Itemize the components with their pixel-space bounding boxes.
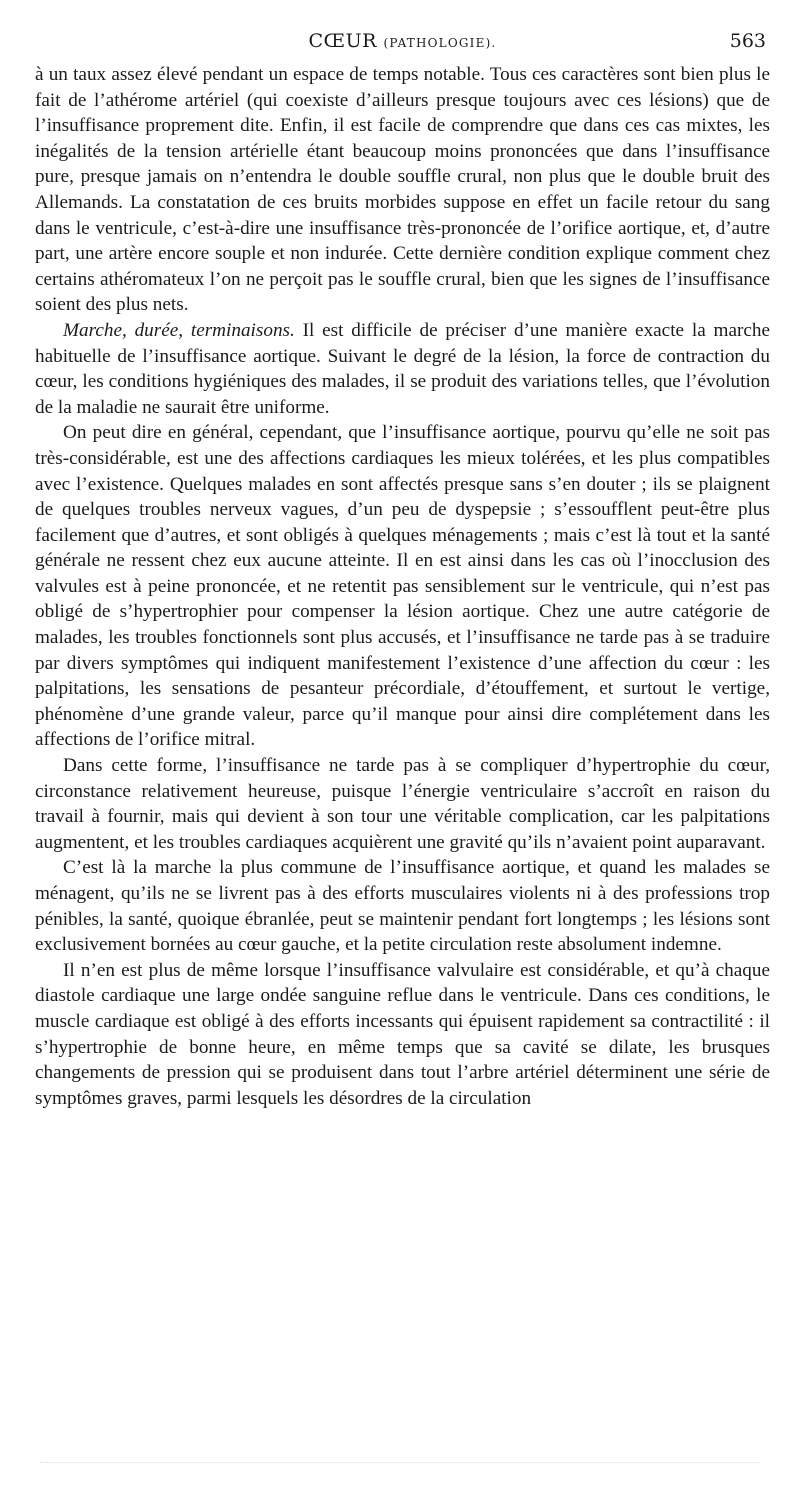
running-title (35, 30, 770, 52)
paragraph (35, 958, 770, 1112)
body-text (35, 62, 770, 1111)
paragraph-text: Il est difficile de préciser d’une manière exacte la marche habituelle de l’insuffisance aortique. Suivant le degré de la lésion, la force de contraction du cœur, les conditions hygiéniques des malades, il se produit des variations telles, que l’évolution de la maladie ne saurait être uniforme. (35, 319, 770, 418)
page-number: 563 (729, 30, 766, 52)
paragraph (35, 420, 770, 753)
running-title-main: CŒUR (308, 30, 377, 52)
paragraph (35, 318, 770, 420)
running-title-sub: (PATHOLOGIE). (383, 36, 497, 50)
paragraph (35, 62, 770, 318)
book-page (35, 0, 770, 1109)
paragraph-text: à un taux assez élevé pendant un espace de temps notable. Tous ces caractères sont bien plus le fait de l’athérome artériel (qui coexiste d’ailleurs presque toujours avec ces lésions) que de l’insuffisance proprement dite. Enfin, il est facile de comprendre que dans ces cas mixtes, les inégalités de la tension artérielle étant beaucoup moins prononcées que dans l’insuffisance pure, presque jamais on n’entendra le double souffle crural, non plus que le double bruit des Allemands. La constatation de ces bruits morbides suppose en effet un facile retour du sang dans le ventricule, c’est-à-dire une insuffisance très-prononcée de l’orifice aortique, et, d’autre part, une artère encore souple et non indurée. Cette dernière condition explique comment chez certains athéromateux l’on ne perçoit pas le souffle crural, bien que les signes de l’insuffisance soient des plus nets. (35, 64, 770, 316)
paragraph-text: C’est là la marche la plus commune de l’insuffisance aortique, et quand les malades se ménagent, qu’ils ne se livrent pas à des efforts musculaires violents ni à des professions trop pénibles, la santé, quoique ébranlée, peut se maintenir pendant fort longtemps ; les lésions sont exclusivement bornées au cœur gauche, et la petite circulation reste absolument indemne. (35, 857, 770, 956)
scan-noise-dots (40, 1462, 760, 1465)
paragraph (35, 753, 770, 855)
paragraph-text: Il n’en est plus de même lorsque l’insuffisance valvulaire est considérable, et qu’à chaque diastole cardiaque une large ondée sanguine reflue dans le ventricule. Dans ces conditions, le muscle cardiaque est obligé à des efforts incessants qui épuisent rapidement sa contractilité : il s’hypertrophie de bonne heure, en même temps que sa cavité se dilate, les brusques changements de pression qui se produisent dans tout l’arbre artériel déterminent une série de symptômes graves, parmi lesquels les désordres de la circulation (35, 959, 770, 1109)
paragraph-text: On peut dire en général, cependant, que l’insuffisance aortique, pourvu qu’elle ne soit pas très-considérable, est une des affections cardiaques les mieux tolérées, et les plus compatibles avec l’existence. Quelques malades en sont affectés presque sans s’en douter ; ils se plaignent de quelques troubles nerveux vagues, d’un peu de dyspepsie ; s’essoufflent peut-être plus facilement que d’autres, et sont obligés à quelques ménagements ; mais c’est là tout et la santé générale ne ressent chez eux aucune atteinte. Il en est ainsi dans les cas où l’inocclusion des valvules est à peine prononcée, et ne retentit pas sensiblement sur le ventricule, qui n’est pas obligé de s’hypertrophier pour compenser la lésion aortique. Chez une autre catégorie de malades, les troubles fonctionnels sont plus accusés, et l’insuffisance ne tarde pas à se traduire par divers symptômes qui indiquent manifestement l’existence d’une affection du cœur : les palpitations, les sensations de pesanteur précordiale, d’étouffement, et surtout le vertige, phénomène d’une grande valeur, parce qu’il manque pour ainsi dire complétement dans les affections de l’orifice mitral. (35, 422, 770, 751)
page-header (35, 0, 770, 62)
paragraph (35, 855, 770, 957)
section-heading: Marche, durée, terminaisons. (63, 319, 295, 341)
paragraph-text: Dans cette forme, l’insuffisance ne tarde pas à se compliquer d’hypertrophie du cœur, circonstance relativement heureuse, puisque l’énergie ventriculaire s’accroît en raison du travail à fournir, mais qui devient à son tour une véritable complication, car les palpitations augmentent, et les troubles cardiaques acquièrent une gravité qu’ils n’avaient point auparavant. (35, 755, 770, 853)
